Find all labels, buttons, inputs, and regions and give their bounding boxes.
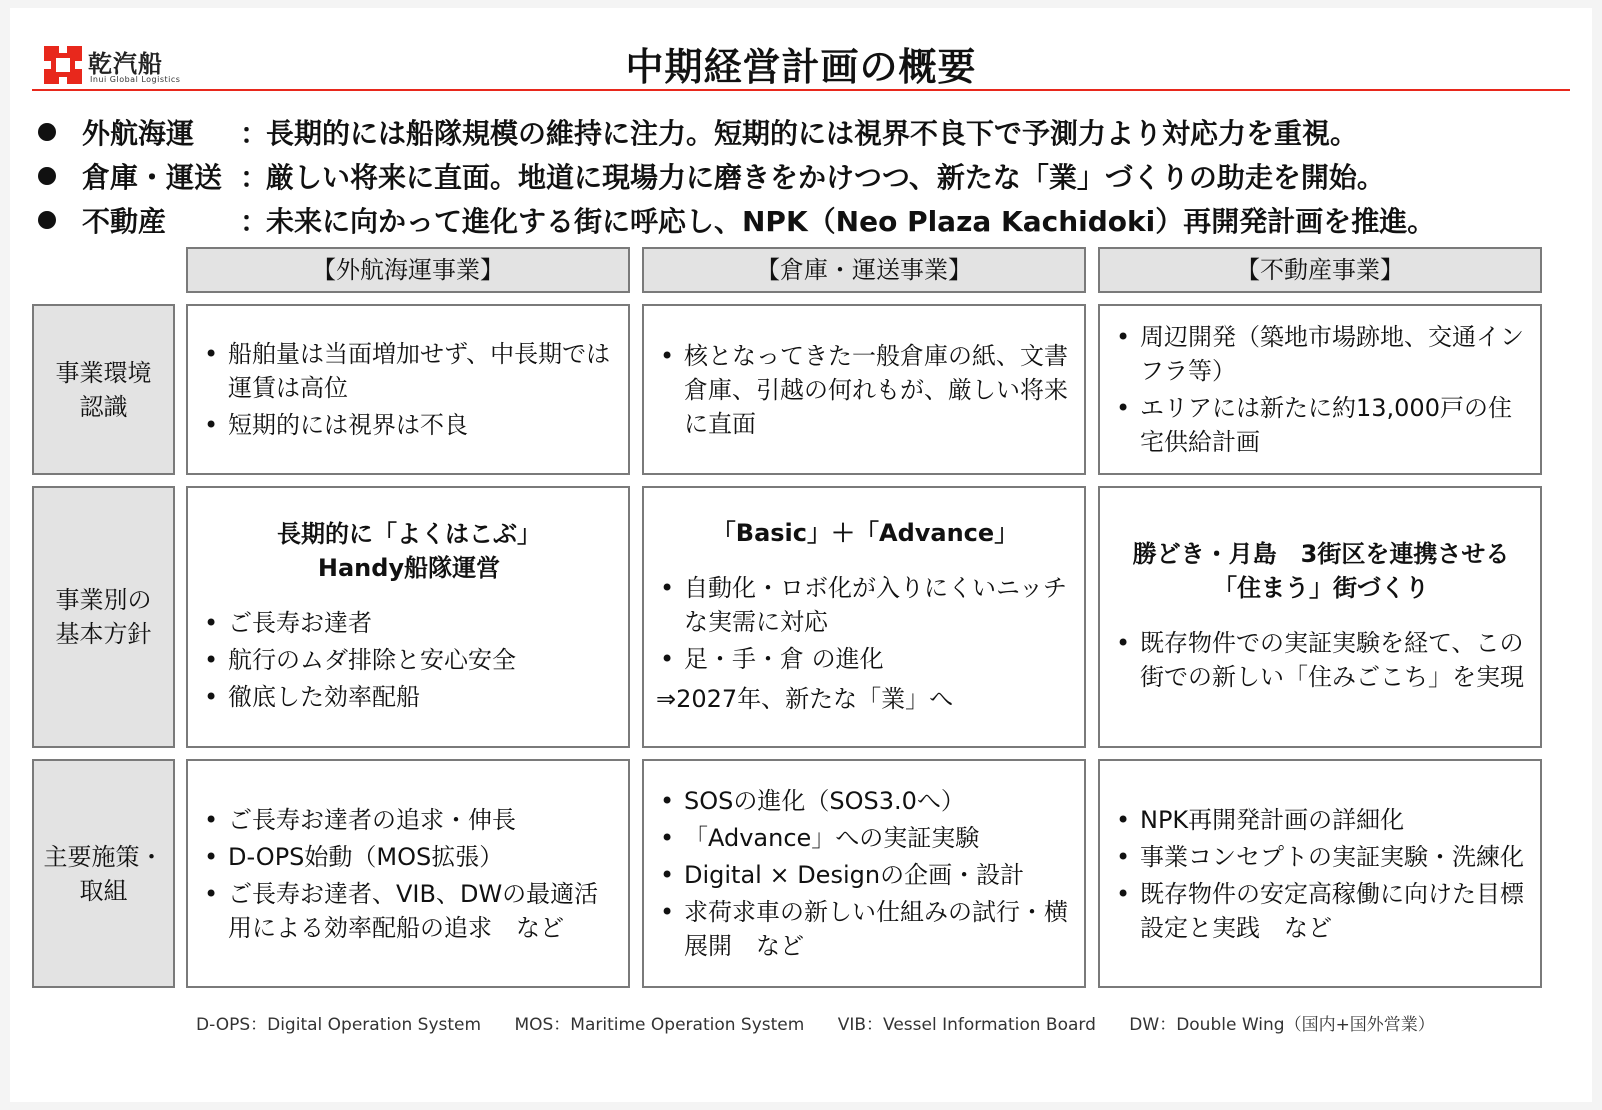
list-item: • 自動化・ロボ化が入りにくいニッチな実需に対応 <box>656 571 1074 639</box>
row-label-line: 取組 <box>79 876 128 905</box>
list-item: • 核となってきた一般倉庫の紙、文書倉庫、引越の何れもが、厳しい将来に直面 <box>656 339 1074 441</box>
list-item: • 短期的には視界は不良 <box>200 408 618 442</box>
list-item: • SOSの進化（SOS3.0へ） <box>656 784 1074 818</box>
bullet-dot-icon <box>38 167 56 185</box>
list-item: • ご長寿お達者 <box>200 606 618 640</box>
summary-bullet-warehouse <box>34 156 1574 200</box>
cell-environment-warehouse <box>642 304 1086 475</box>
row-label-line: 事業環境 <box>55 358 152 387</box>
bullet-description: 長期的には船隊規模の維持に注力。短期的には視界不良下で予測力より対応力を重視。 <box>266 117 1359 150</box>
list-item: • 徹底した効率配船 <box>200 680 618 714</box>
column-header-warehouse: 【倉庫・運送事業】 <box>642 247 1086 293</box>
cell-heading <box>200 517 618 585</box>
page-title: 中期経営計画の概要 <box>625 45 977 89</box>
bullet-colon: ： <box>240 117 269 150</box>
row-label-line: 事業別の <box>55 586 152 614</box>
list-item: • Digital × Designの企画・設計 <box>656 858 1074 892</box>
list-item: • NPK再開発計画の詳細化 <box>1112 803 1530 837</box>
list-item: • 既存物件での実証実験を経て、この街での新しい「住みごこち」を実現 <box>1112 626 1530 694</box>
summary-bullets <box>34 112 1574 244</box>
row-label-environment <box>32 304 175 475</box>
bullet-dot-icon <box>38 123 56 141</box>
bullet-colon: ： <box>240 205 269 238</box>
list-item: • 航行のムダ排除と安心安全 <box>200 643 618 677</box>
cell-heading-line: Handy船隊運営 <box>317 554 501 582</box>
bullet-colon: ： <box>240 161 269 194</box>
row-label-measures <box>32 759 175 988</box>
footnote: DW：Double Wing（国内+国外営業） <box>1129 1015 1435 1035</box>
cell-heading-line: 「Basic」＋「Advance」 <box>711 518 1019 547</box>
slide <box>10 8 1592 1102</box>
row-label-line: 基本方針 <box>55 620 152 648</box>
cell-measures-real-estate <box>1098 759 1542 988</box>
row-label-line: 認識 <box>79 392 128 421</box>
list-item: • 「Advance」への実証実験 <box>656 821 1074 855</box>
cell-policy-warehouse <box>642 486 1086 748</box>
footnote: MOS：Maritime Operation System <box>514 1015 805 1035</box>
bullet-name: 不動産 <box>82 205 167 238</box>
row-label-policy <box>32 486 175 748</box>
list-item: • 周辺開発（築地市場跡地、交通インフラ等） <box>1112 320 1530 388</box>
summary-bullet-real-estate <box>34 200 1574 244</box>
footnote: VIB：Vessel Information Board <box>837 1015 1096 1035</box>
cell-heading <box>1112 537 1530 605</box>
cell-policy-real-estate <box>1098 486 1542 748</box>
logo-subtitle: Inui Global Logistics <box>90 75 181 84</box>
cell-policy-shipping <box>186 486 630 748</box>
list-item: • ご長寿お達者、VIB、DWの最適活用による効率配船の追求 など <box>200 877 618 945</box>
logo-name: 乾汽船 <box>88 50 163 78</box>
cell-measures-shipping <box>186 759 630 988</box>
list-item: • 既存物件の安定高稼働に向けた目標設定と実践 など <box>1112 877 1530 945</box>
bullet-name: 外航海運 <box>82 117 195 150</box>
cell-heading <box>656 516 1074 550</box>
summary-bullet-shipping <box>34 112 1574 156</box>
column-header-shipping: 【外航海運事業】 <box>186 247 630 293</box>
cell-heading-line: 長期的に「よくはこぶ」 <box>277 520 541 548</box>
title-underline <box>32 89 1570 91</box>
footnotes <box>196 1010 1463 1035</box>
column-header-real-estate: 【不動産事業】 <box>1098 247 1542 293</box>
cell-heading-line: 勝どき・月島 3街区を連携させる <box>1132 540 1510 568</box>
list-item: • エリアには新たに約13,000戸の住宅供給計画 <box>1112 391 1530 459</box>
list-item: • 足・手・倉 の進化 <box>656 642 1074 676</box>
list-item: • D-OPS始動（MOS拡張） <box>200 840 618 874</box>
cell-environment-shipping <box>186 304 630 475</box>
cell-measures-warehouse <box>642 759 1086 988</box>
cell-environment-real-estate <box>1098 304 1542 475</box>
cell-note: ⇒2027年、新たな「業」へ <box>656 684 954 713</box>
list-item: • 求荷求車の新しい仕組みの試行・横展開 など <box>656 895 1074 963</box>
footnote: D-OPS：Digital Operation System <box>196 1015 482 1035</box>
cell-heading-line: 「住まう」街づくり <box>1213 574 1429 602</box>
bullet-name: 倉庫・運送 <box>82 161 223 194</box>
bullet-description: 厳しい将来に直面。地道に現場力に磨きをかけつつ、新たな「業」づくりの助走を開始。 <box>266 161 1385 194</box>
row-label-line: 主要施策・ <box>43 842 164 871</box>
list-item: • 事業コンセプトの実証実験・洗練化 <box>1112 840 1530 874</box>
bullet-description: 未来に向かって進化する街に呼応し、NPK（Neo Plaza Kachidoki）再開発計画を推進。 <box>266 205 1436 238</box>
bullet-dot-icon <box>38 211 56 229</box>
list-item: • ご長寿お達者の追求・伸長 <box>200 803 618 837</box>
list-item: • 船舶量は当面増加せず、中長期では運賃は高位 <box>200 337 618 405</box>
